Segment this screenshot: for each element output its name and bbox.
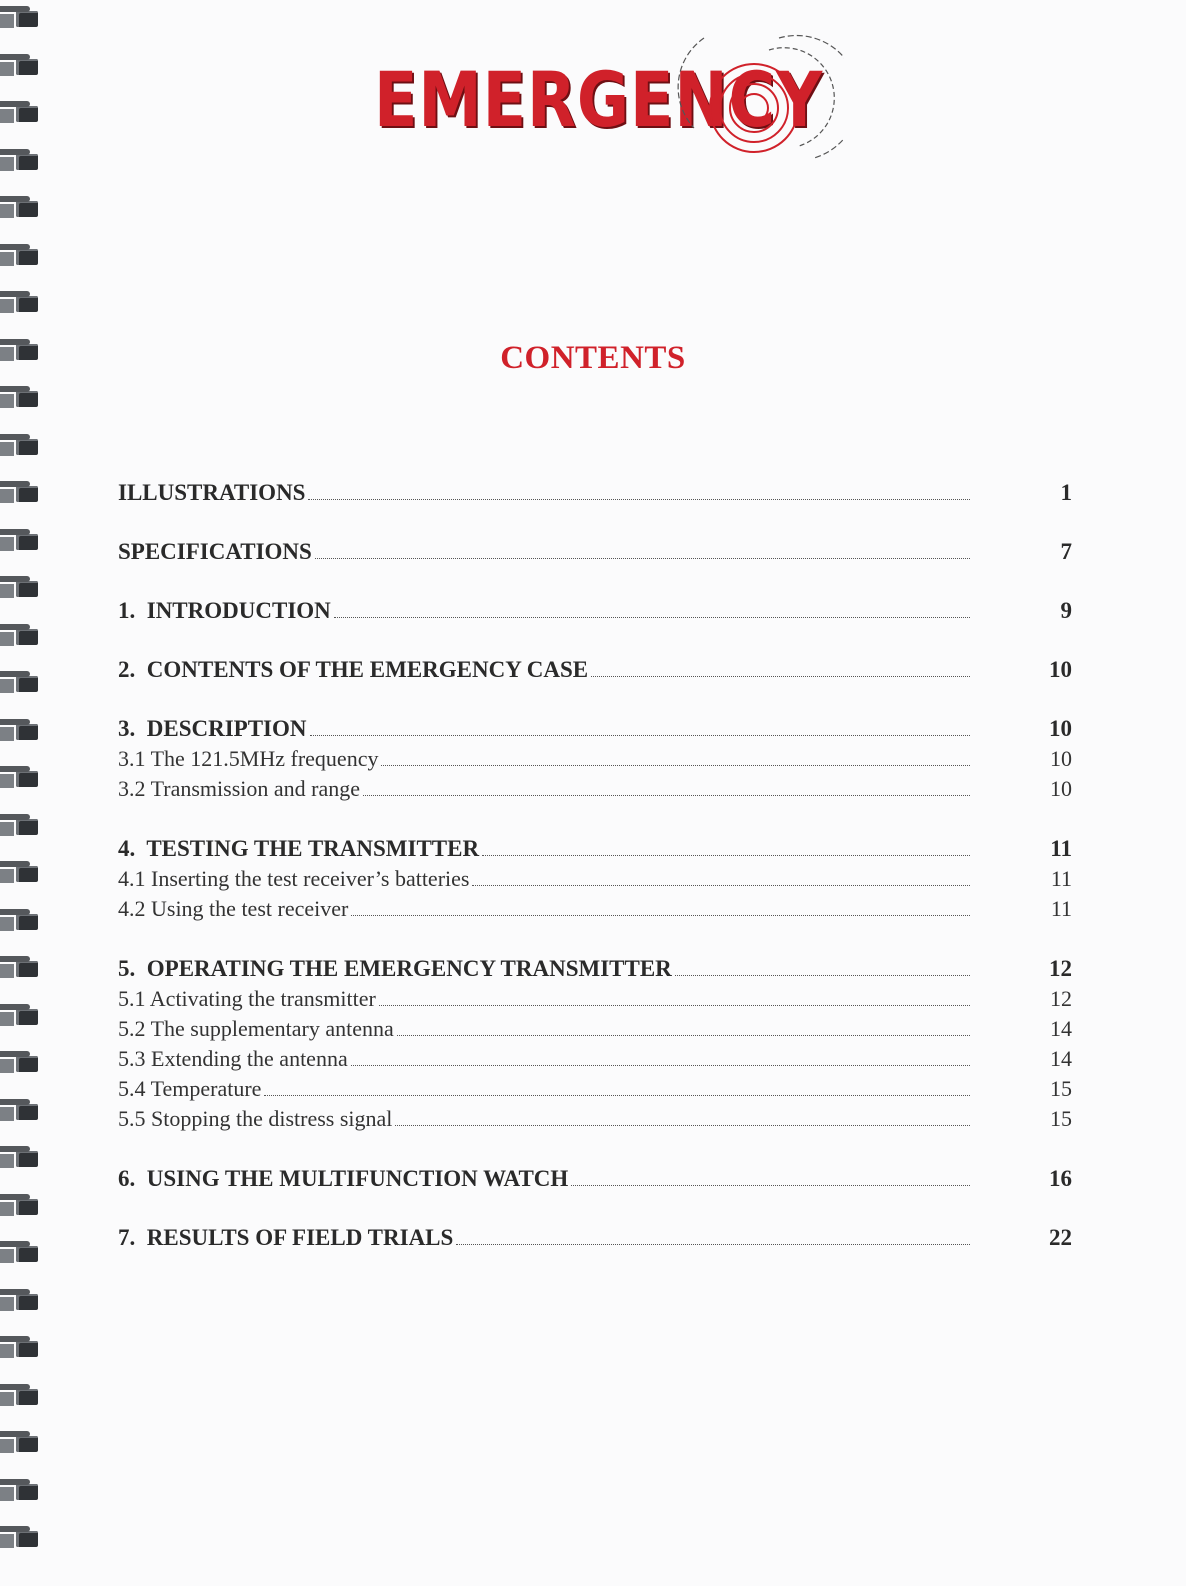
binding-ring: [0, 1285, 44, 1315]
toc-entry: [118, 716, 1072, 746]
toc-entry-label: ILLUSTRATIONS: [118, 480, 306, 505]
toc-entry-page: 1: [1060, 480, 1072, 505]
toc-entry-page: 7: [1060, 539, 1072, 564]
binding-ring: [0, 1475, 44, 1505]
binding-ring: [0, 952, 44, 982]
dot-leader: [351, 897, 970, 916]
binding-ring: [0, 1000, 44, 1030]
toc-entry-label: 3.1 The 121.5MHz frequency: [118, 746, 379, 771]
toc-entry-label: 5.3 Extending the antenna: [118, 1046, 348, 1071]
dot-leader: [334, 599, 970, 618]
binding-ring: [0, 1522, 44, 1552]
dot-leader: [456, 1226, 970, 1245]
binding-ring: [0, 430, 44, 460]
binding-ring: [0, 1142, 44, 1172]
binding-ring: [0, 287, 44, 317]
binding-ring: [0, 715, 44, 745]
toc-entry: [118, 986, 1072, 1016]
toc-entry-page: 15: [1050, 1076, 1072, 1101]
binding-ring: [0, 382, 44, 412]
toc-entry-label: 3.2 Transmission and range: [118, 776, 360, 801]
toc-entry: [118, 746, 1072, 776]
binding-ring: [0, 1047, 44, 1077]
toc-entry-label: 2. CONTENTS OF THE EMERGENCY CASE: [118, 657, 589, 682]
toc-entry-page: 9: [1060, 598, 1072, 623]
dot-leader: [381, 747, 970, 766]
toc-entry: [118, 1225, 1072, 1255]
dot-leader: [379, 987, 970, 1006]
dot-leader: [675, 957, 970, 976]
toc-entry: [118, 657, 1072, 687]
toc-entry-page: 11: [1050, 896, 1072, 921]
binding-ring: [0, 1237, 44, 1267]
binding-ring: [0, 1095, 44, 1125]
binding-ring: [0, 810, 44, 840]
toc-entry-label: 5.1 Activating the transmitter: [118, 986, 376, 1011]
binding-ring: [0, 762, 44, 792]
toc-entry: [118, 896, 1072, 926]
toc-entry-page: 11: [1050, 866, 1072, 891]
binding-ring: [0, 620, 44, 650]
binding-ring: [0, 1190, 44, 1220]
toc-entry: [118, 836, 1072, 866]
dot-leader: [310, 717, 970, 736]
toc-entry: [118, 1106, 1072, 1136]
toc-entry: [118, 598, 1072, 628]
toc-entry-page: 14: [1050, 1016, 1072, 1041]
binding-ring: [0, 50, 44, 80]
binding-ring: [0, 905, 44, 935]
binding-ring: [0, 145, 44, 175]
toc-entry-label: 6. USING THE MULTIFUNCTION WATCH: [118, 1166, 569, 1191]
binding-ring: [0, 240, 44, 270]
dot-leader: [308, 481, 970, 500]
binding-ring: [0, 1332, 44, 1362]
toc-entry-label: 4.2 Using the test receiver: [118, 896, 349, 921]
dot-leader: [264, 1077, 970, 1096]
dot-leader: [472, 867, 970, 886]
toc-entry: [118, 480, 1072, 510]
toc-entry: [118, 1046, 1072, 1076]
toc-entry: [118, 866, 1072, 896]
logo-text: EMERGENCY: [374, 55, 824, 144]
toc-entry: [118, 1166, 1072, 1196]
dot-leader: [591, 658, 970, 677]
dot-leader: [315, 540, 970, 559]
dot-leader: [363, 777, 970, 796]
toc-entry-page: 10: [1050, 776, 1072, 801]
binding-ring: [0, 192, 44, 222]
toc-entry-page: 10: [1049, 657, 1072, 682]
toc-entry-page: 10: [1050, 746, 1072, 771]
toc-entry-label: 3. DESCRIPTION: [118, 716, 307, 741]
toc-entry-label: 5. OPERATING THE EMERGENCY TRANSMITTER: [118, 956, 672, 981]
binding-ring: [0, 1427, 44, 1457]
toc-entry-page: 11: [1050, 836, 1072, 861]
binding-ring: [0, 667, 44, 697]
dot-leader: [395, 1107, 970, 1126]
dot-leader: [351, 1047, 970, 1066]
spiral-binding: [0, 0, 50, 1586]
toc-entry-page: 12: [1049, 956, 1072, 981]
toc-entry-page: 15: [1050, 1106, 1072, 1131]
radio-waves-icon: [674, 28, 844, 188]
binding-ring: [0, 857, 44, 887]
toc-entry-page: 22: [1049, 1225, 1072, 1250]
toc-entry: [118, 1076, 1072, 1106]
toc-entry-label: 5.5 Stopping the distress signal: [118, 1106, 393, 1131]
toc-entry-label: 4. TESTING THE TRANSMITTER: [118, 836, 480, 861]
toc-entry: [118, 776, 1072, 806]
binding-ring: [0, 1380, 44, 1410]
toc-entry-page: 10: [1049, 716, 1072, 741]
binding-ring: [0, 2, 44, 32]
toc-entry: [118, 1016, 1072, 1046]
binding-ring: [0, 477, 44, 507]
page-title: CONTENTS: [500, 340, 686, 376]
emergency-logo: [374, 28, 844, 168]
binding-ring: [0, 97, 44, 127]
dot-leader: [397, 1017, 970, 1036]
dot-leader: [482, 837, 970, 856]
toc-entry-page: 16: [1049, 1166, 1072, 1191]
binding-ring: [0, 572, 44, 602]
toc-entry-label: 1. INTRODUCTION: [118, 598, 331, 623]
toc-entry: [118, 956, 1072, 986]
toc-entry-label: 5.2 The supplementary antenna: [118, 1016, 394, 1041]
binding-ring: [0, 525, 44, 555]
toc-entry-label: SPECIFICATIONS: [118, 539, 312, 564]
toc-entry-label: 4.1 Inserting the test receiver’s batteries: [118, 866, 470, 891]
toc-entry-label: 5.4 Temperature: [118, 1076, 262, 1101]
toc-entry-page: 14: [1050, 1046, 1072, 1071]
toc-entry-page: 12: [1050, 986, 1072, 1011]
toc-entry-label: 7. RESULTS OF FIELD TRIALS: [118, 1225, 454, 1250]
dot-leader: [571, 1167, 970, 1186]
toc-entry: [118, 539, 1072, 569]
